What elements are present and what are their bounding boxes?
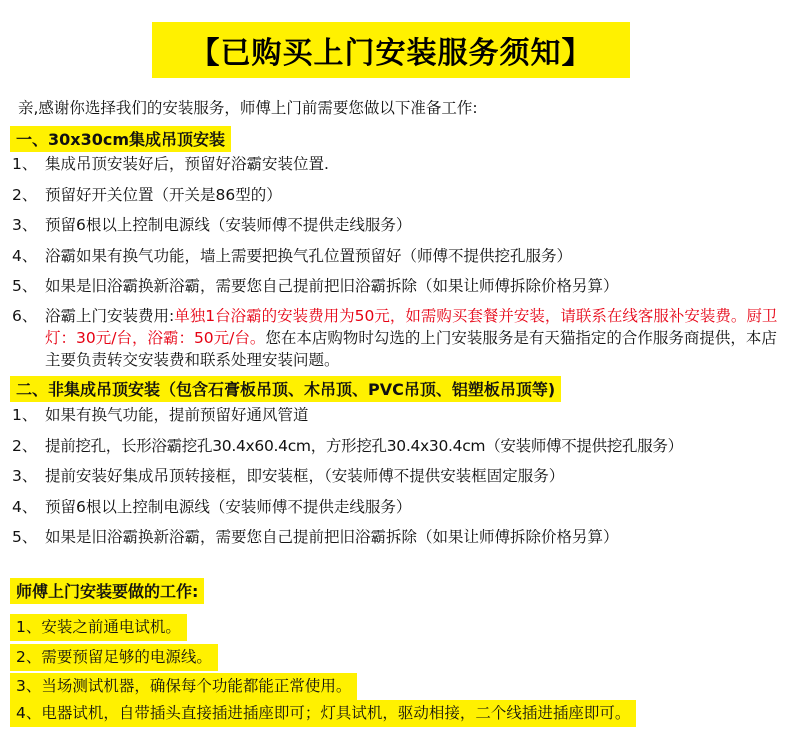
item-number: 4、 xyxy=(12,497,38,516)
list-item xyxy=(12,213,780,238)
item-number: 5、 xyxy=(12,277,38,295)
item-text: 浴霸如果有换气功能，墙上需要把换气孔位置预留好（师傅不提供挖孔服务） xyxy=(45,246,573,265)
list-item xyxy=(12,244,780,269)
item-text: 集成吊顶安装好后，预留好浴霸安装位置. xyxy=(45,155,329,173)
list-item xyxy=(12,464,683,489)
section1-list xyxy=(12,152,780,376)
item-number: 3、 xyxy=(12,216,38,234)
list-item-fee xyxy=(12,305,780,371)
fee-prefix: 浴霸上门安装费用: xyxy=(45,306,175,325)
fee-red-note: 单独1台浴霸的安装费用为50元，如需购买套餐并安装，请联系在线客服补安装费。厨卫灯：30元/台，浴霸：50元/台。 xyxy=(45,306,778,347)
item-text: 如果有换气功能，提前预留好通风管道 xyxy=(45,406,309,424)
item-number: 2、 xyxy=(12,436,38,455)
item-number: 2、 xyxy=(12,185,38,204)
task-item: 1、安装之前通电试机。 xyxy=(10,614,187,641)
fee-suffix: 您在本店购物时勾选的上门安装服务是有天猫指定的合作服务商提供，本店主要负责转交安装费和联系处理安装问题。 xyxy=(45,328,777,369)
section2-heading: 二、非集成吊顶安装（包含石膏板吊顶、木吊顶、PVC吊顶、铝塑板吊顶等) xyxy=(10,376,561,402)
task-item: 4、电器试机，自带插头直接插进插座即可；灯具试机，驱动相接，二个线插进插座即可。 xyxy=(10,700,636,727)
list-item xyxy=(12,495,683,520)
item-text: 预留6根以上控制电源线（安装师傅不提供走线服务） xyxy=(45,216,412,234)
item-number: 5、 xyxy=(12,528,38,546)
list-item xyxy=(12,274,780,299)
intro-text: 亲,感谢你选择我们的安装服务，师傅上门前需要您做以下准备工作: xyxy=(18,99,478,117)
list-item xyxy=(12,403,683,428)
item-text: 如果是旧浴霸换新浴霸，需要您自己提前把旧浴霸拆除（如果让师傅拆除价格另算） xyxy=(45,528,619,546)
list-item xyxy=(12,183,780,208)
item-text: 提前挖孔，长形浴霸挖孔30.4x60.4cm，方形挖孔30.4x30.4cm（安装师傅不提供挖孔服务） xyxy=(45,436,683,455)
item-number: 3、 xyxy=(12,467,38,485)
page-title: 【已购买上门安装服务须知】 xyxy=(152,22,630,78)
item-number: 6、 xyxy=(12,306,38,325)
item-text: 预留好开关位置（开关是86型的） xyxy=(45,185,282,204)
list-item xyxy=(12,152,780,177)
item-number: 4、 xyxy=(12,246,38,265)
list-item xyxy=(12,525,683,550)
item-text: 提前安装好集成吊顶转接框，即安装框，（安装师傅不提供安装框固定服务） xyxy=(45,467,565,485)
item-text: 如果是旧浴霸换新浴霸，需要您自己提前把旧浴霸拆除（如果让师傅拆除价格另算） xyxy=(45,277,619,295)
section1-heading: 一、30x30cm集成吊顶安装 xyxy=(10,126,231,152)
list-item xyxy=(12,434,683,459)
task-item: 2、需要预留足够的电源线。 xyxy=(10,644,218,671)
item-number: 1、 xyxy=(12,406,38,424)
section2-list xyxy=(12,403,683,556)
section3-heading: 师傅上门安装要做的工作: xyxy=(10,578,204,604)
item-number: 1、 xyxy=(12,155,38,173)
item-text: 预留6根以上控制电源线（安装师傅不提供走线服务） xyxy=(45,497,412,516)
task-item: 3、当场测试机器，确保每个功能都能正常使用。 xyxy=(10,673,357,700)
